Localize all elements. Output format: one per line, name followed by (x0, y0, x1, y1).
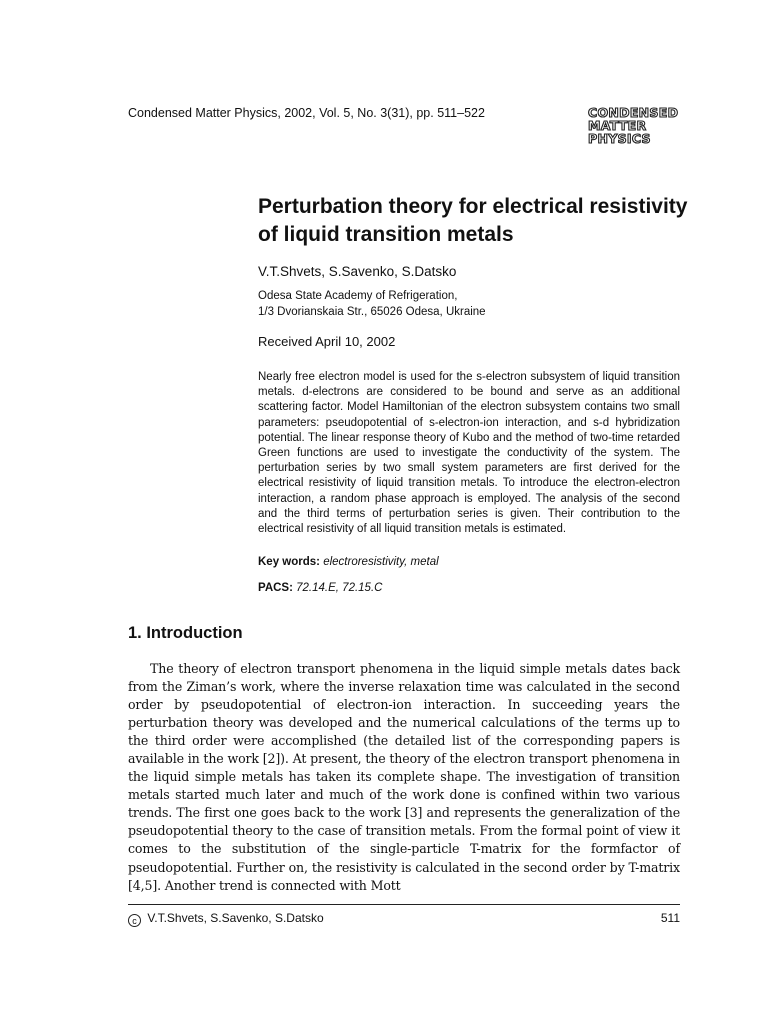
article-title: Perturbation theory for electrical resistivity of liquid transition metals (258, 195, 688, 246)
logo-line-condensed: CONDENSED (588, 105, 679, 120)
section-heading-introduction: 1. Introduction (128, 624, 243, 642)
logo-line-physics: PHYSICS (588, 131, 651, 146)
footer-divider (128, 904, 680, 905)
pacs-label: PACS: (258, 582, 293, 594)
received-date: Received April 10, 2002 (258, 334, 396, 349)
footer-copyright (128, 911, 324, 927)
keywords (258, 556, 439, 568)
abstract: Nearly free electron model is used for the s-electron subsystem of liquid transition metals. d-electrons are considered to be bound and serve as an additional scattering factor. Model Hamiltonian of the electron subsystem contains two small parameters: pseudopotential of s-electron-ion interaction, and s-d hybridization potential. The linear response theory of Kubo and the method of two-time retarded Green functions are used to investigate the conductivity of the system. The perturbation series by two small system parameters are first derived for the electrical resistivity of liquid transition metals. To introduce the electron-electron interaction, a random phase approach is employed. The analysis of the second and the third terms of perturbation series is given. Their contribution to the electrical resistivity of all liquid transition metals is estimated. (258, 371, 680, 536)
footer-authors: V.T.Shvets, S.Savenko, S.Datsko (147, 911, 324, 925)
affiliation-line-2: 1/3 Dvorianskaia Str., 65026 Odesa, Ukraine (258, 305, 486, 318)
copyright-icon: c (128, 914, 141, 927)
journal-citation: Condensed Matter Physics, 2002, Vol. 5, No. 3(31), pp. 511–522 (128, 106, 485, 120)
keywords-value: electroresistivity, metal (323, 556, 439, 568)
keywords-label: Key words: (258, 556, 320, 568)
affiliation-line-1: Odesa State Academy of Refrigeration, (258, 290, 458, 302)
introduction-paragraph: The theory of electron transport phenomena in the liquid simple metals dates back from the Ziman’s work, where the inverse relaxation time was calculated in the second order by pseudopotential of electron-ion interaction. In succeeding years the perturbation theory was developed and the numerical calculations of the terms up to the third order were accomplished (the detailed list of the corresponding papers is available in the work [2]). At present, the theory of the electron transport phenomena in the liquid simple metals has taken its complete shape. The investigation of transition metals started much later and much of the work done is confined within two various trends. The first one goes back to the work [3] and represents the generalization of the pseudopotential theory to the case of transition metals. From the formal point of view it comes to the substitution of the single-particle T-matrix for the formfactor of pseudopotential. Further on, the resistivity is calculated in the second order by T-matrix [4,5]. Another trend is connected with Mott (128, 661, 680, 893)
logo-line-matter: MATTER (588, 118, 647, 133)
pacs-value: 72.14.E, 72.15.C (296, 582, 383, 594)
article-authors: V.T.Shvets, S.Savenko, S.Datsko (258, 264, 457, 279)
page-number: 511 (660, 911, 680, 925)
author-affiliation (258, 289, 486, 320)
pacs-codes (258, 582, 382, 594)
journal-logo (588, 106, 682, 145)
